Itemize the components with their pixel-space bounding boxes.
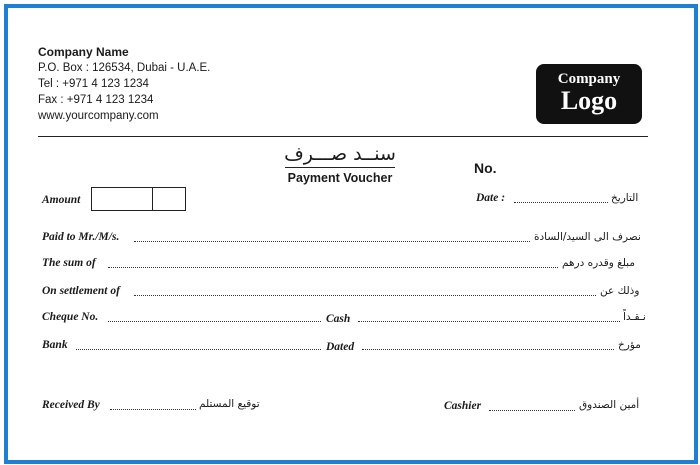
settlement-field[interactable]	[134, 295, 596, 296]
date-field[interactable]	[514, 202, 608, 203]
sum-of-label: The sum of	[42, 257, 96, 269]
title-arabic: سنــد صـــرف	[284, 143, 396, 165]
dated-field[interactable]	[362, 349, 614, 350]
cheque-label: Cheque No.	[42, 311, 99, 323]
paid-to-field[interactable]	[134, 241, 530, 242]
company-po-box: P.O. Box : 126534, Dubai - U.A.E.	[38, 62, 211, 74]
cashier-label: Cashier	[444, 400, 482, 412]
company-name: Company Name	[38, 45, 129, 59]
company-logo	[536, 64, 642, 124]
amount-box-divider	[152, 188, 153, 210]
sum-of-field[interactable]	[108, 267, 558, 268]
dated-label: Dated	[326, 341, 355, 353]
cheque-field[interactable]	[108, 321, 321, 322]
company-info	[38, 44, 210, 124]
received-by-label: Received By	[42, 399, 100, 411]
sum-of-label-arabic: مبلغ وقدره درهم	[562, 257, 635, 269]
paid-to-label-arabic: نصرف الى السيد/السادة	[534, 231, 641, 243]
company-fax: Fax : +971 4 123 1234	[38, 94, 154, 106]
cash-label-arabic: نـقـداً	[623, 311, 646, 323]
paid-to-label: Paid to Mr./M/s.	[42, 231, 120, 243]
company-tel: Tel : +971 4 123 1234	[38, 78, 149, 90]
cash-label: Cash	[326, 313, 351, 325]
bank-field[interactable]	[76, 349, 321, 350]
company-website: www.yourcompany.com	[38, 110, 159, 122]
amount-input-box[interactable]	[91, 187, 186, 211]
cashier-field[interactable]	[489, 410, 575, 411]
settlement-label-arabic: وذلك عن	[600, 285, 640, 297]
title-english: Payment Voucher	[287, 171, 393, 185]
amount-label: Amount	[42, 194, 81, 206]
date-label: Date :	[476, 192, 506, 204]
header-divider	[38, 136, 648, 137]
received-by-field[interactable]	[110, 409, 196, 410]
received-by-label-arabic: توقيع المستلم	[199, 398, 260, 410]
date-label-arabic: التاريخ	[611, 192, 639, 204]
cashier-label-arabic: أمين الصندوق	[579, 399, 640, 411]
voucher-number-label: No.	[474, 160, 497, 176]
logo-line-2: Logo	[560, 86, 618, 115]
settlement-label: On settlement of	[42, 285, 120, 297]
logo-line-1: Company	[557, 71, 621, 87]
title-underline	[285, 167, 395, 168]
dated-label-arabic: مؤرخ	[618, 339, 641, 351]
cash-field[interactable]	[358, 321, 620, 322]
bank-label: Bank	[42, 339, 68, 351]
